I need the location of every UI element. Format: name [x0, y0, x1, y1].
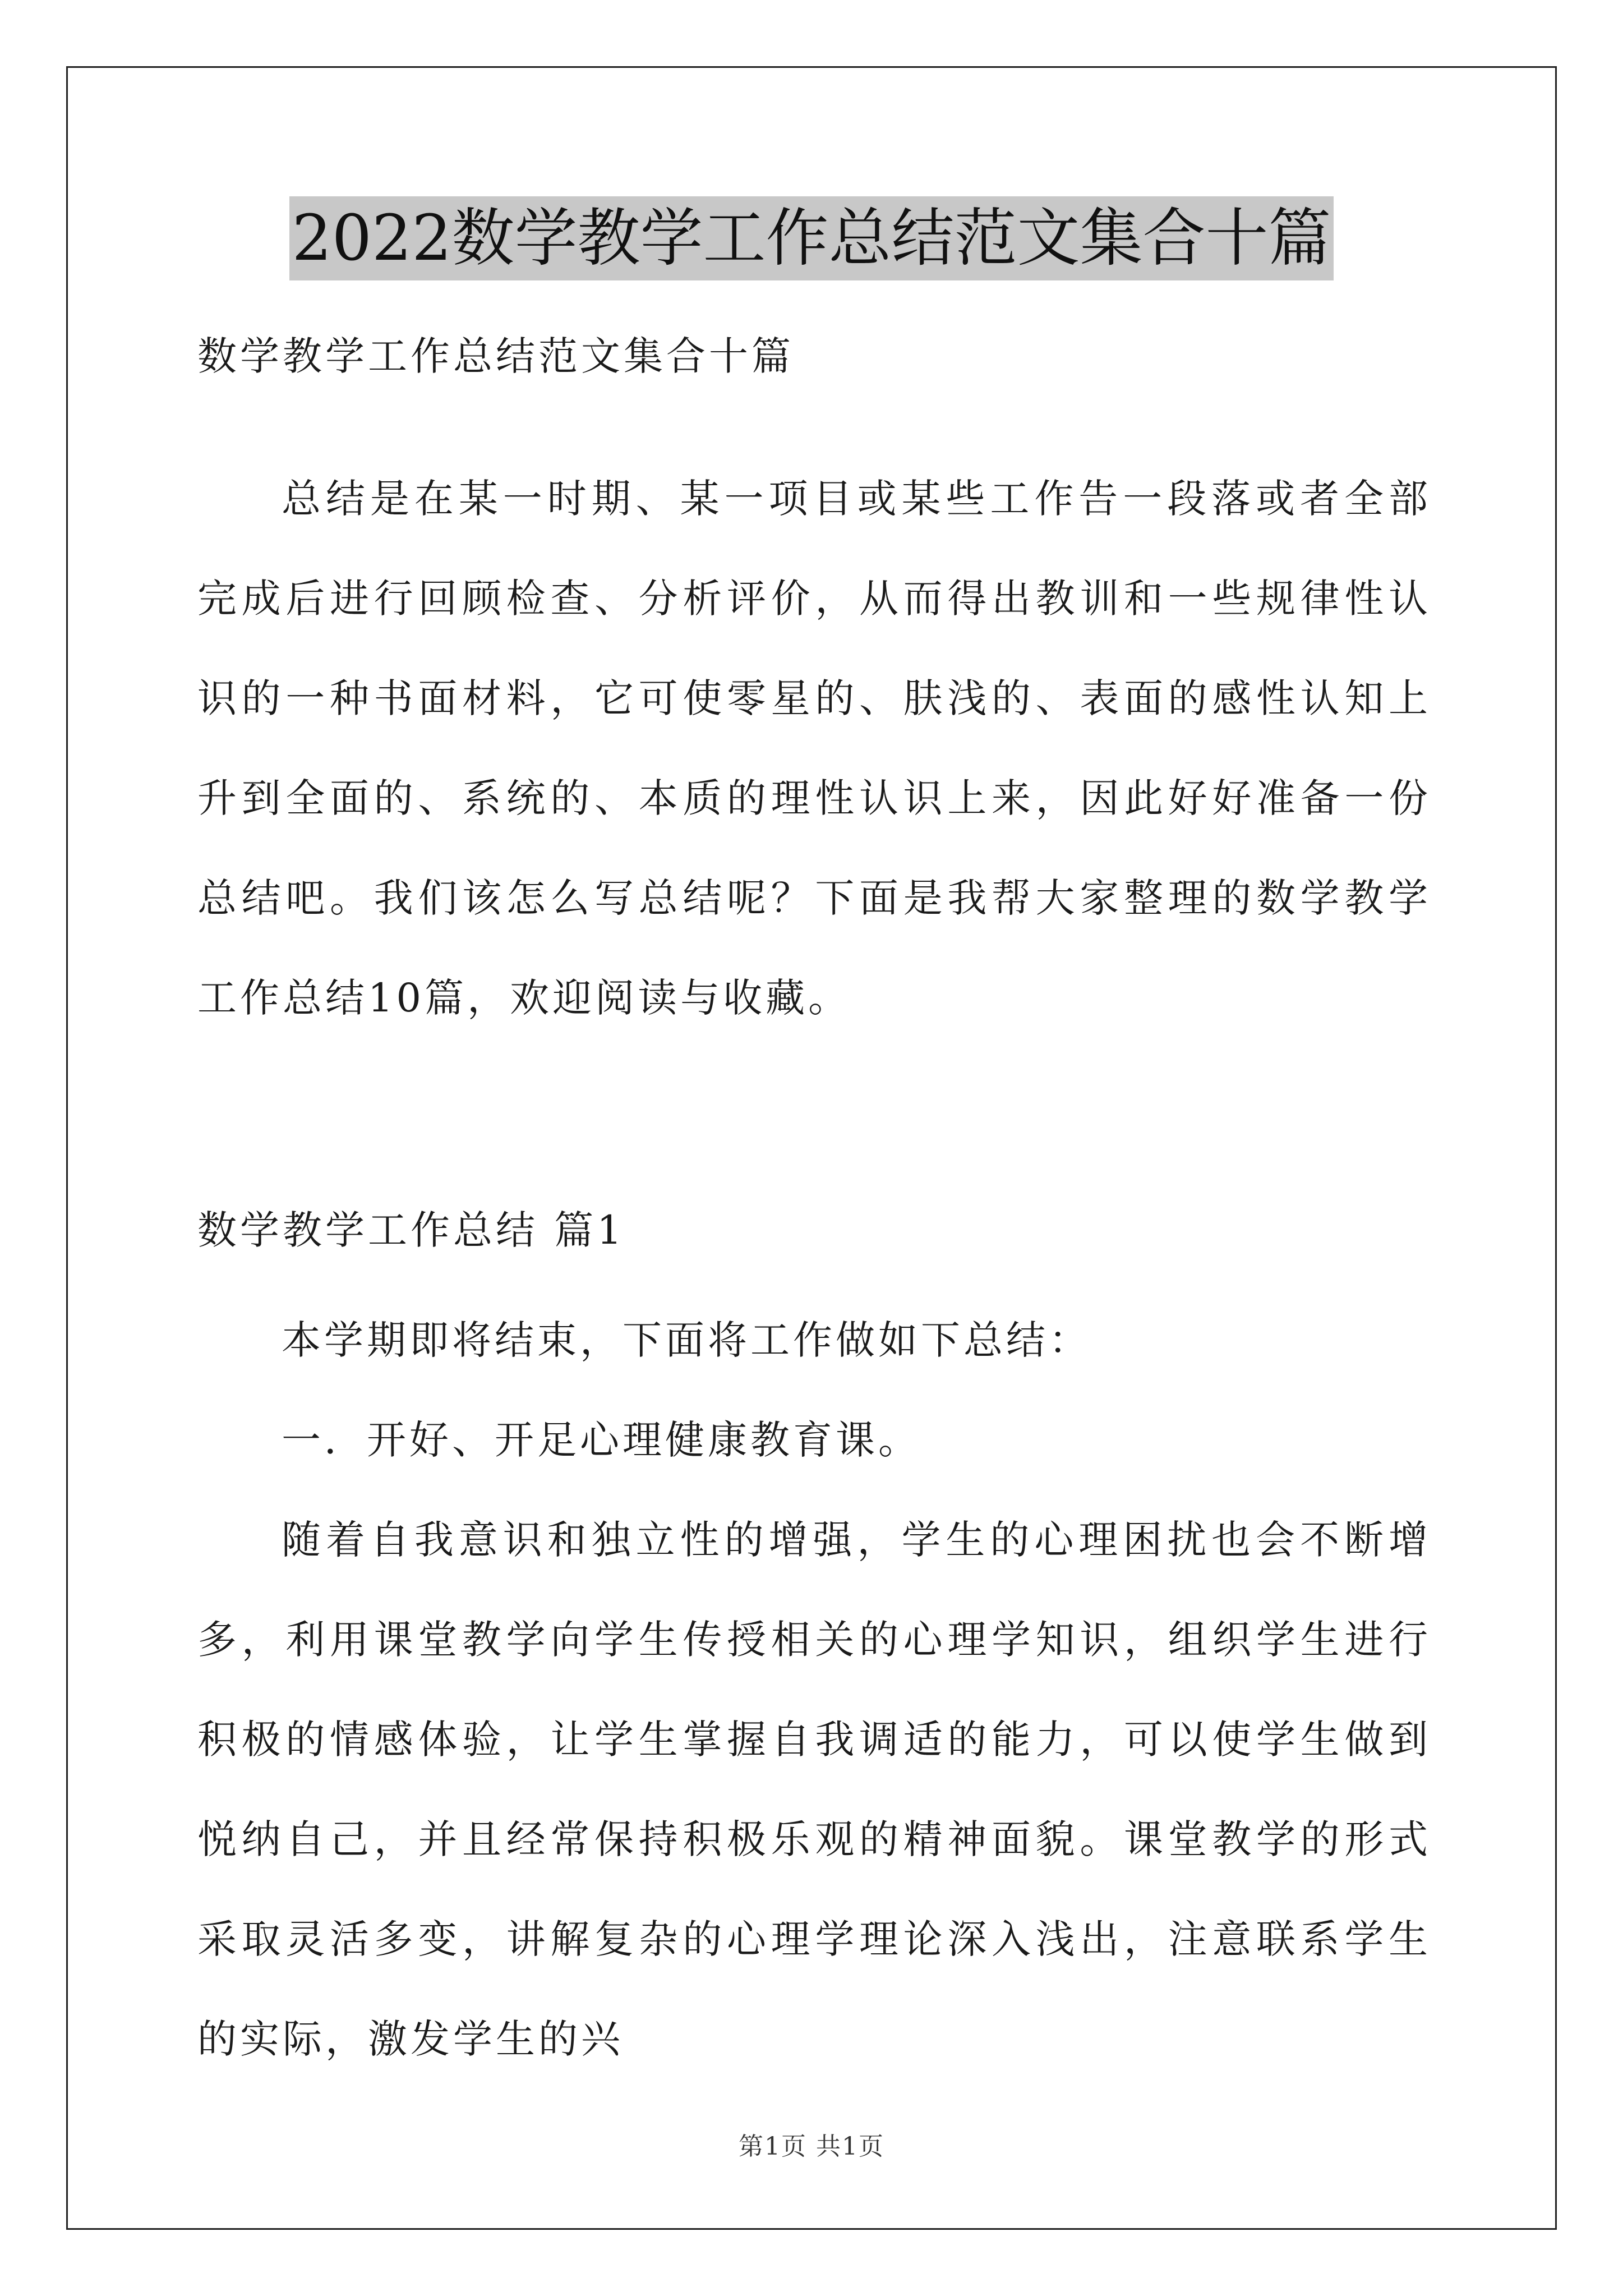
page-footer: 第1页 共1页	[739, 2132, 884, 2161]
paragraph: 本学期即将结束，下面将工作做如下总结：	[282, 1317, 1091, 1363]
paragraph: 随着自我意识和独立性的增强，学生的心理困扰也会不断增多，利用课堂教学向学生传授相关的心理学知识，组织学生进行积极的情感体验，让学生掌握自我调适的能力，可以使学生做到悦纳自己，并且经常保持积极乐观的精神面貌。课堂教学的形式采取灵活多变，讲解复杂的心理学理论深入浅出，注意联系学生的实际，激发学生的兴	[197, 1517, 1431, 2062]
intro-paragraph: 总结是在某一时期、某一项目或某些工作告一段落或者全部完成后进行回顾检查、分析评价，从而得出教训和一些规律性认识的一种书面材料，它可使零星的、肤浅的、表面的感性认知上升到全面的、系统的、本质的理性认识上来，因此好好准备一份总结吧。我们该怎么写总结呢？下面是我帮大家整理的数学教学工作总结10篇，欢迎阅读与收藏。	[197, 476, 1431, 1021]
title-container	[0, 196, 1623, 280]
document-title: 2022数学教学工作总结范文集合十篇	[289, 196, 1333, 280]
section-heading: 数学教学工作总结 篇1	[197, 1207, 625, 1253]
document-subtitle: 数学教学工作总结范文集合十篇	[197, 333, 794, 379]
paragraph: 一．开好、开足心理健康教育课。	[282, 1417, 921, 1463]
